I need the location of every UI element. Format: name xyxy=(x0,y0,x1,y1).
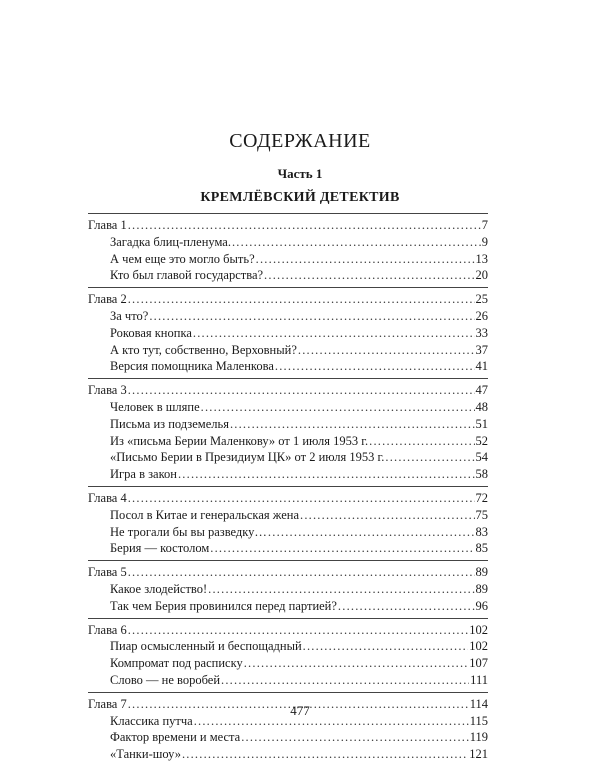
chapter-page: 89 xyxy=(475,565,488,580)
toc-chapter-row[interactable] xyxy=(88,217,488,234)
toc-section-row[interactable] xyxy=(88,466,488,483)
dot-leader xyxy=(232,234,481,251)
dot-leader xyxy=(128,382,475,399)
page-number: 477 xyxy=(290,703,310,718)
dot-leader xyxy=(385,449,474,466)
dot-leader xyxy=(128,490,475,507)
chapter-block xyxy=(88,287,488,378)
chapter-block xyxy=(88,618,488,692)
dot-leader xyxy=(268,524,475,541)
toc-chapter-row[interactable] xyxy=(88,490,488,507)
section-page: 89 xyxy=(475,581,488,596)
chapter-page: 72 xyxy=(475,490,488,505)
chapter-page: 47 xyxy=(475,383,488,398)
section-title: А чем еще это могло быть? xyxy=(110,251,255,266)
chapter-page: 25 xyxy=(475,292,488,307)
toc-section-row[interactable] xyxy=(88,638,488,655)
section-title: Классика путча xyxy=(110,713,193,728)
toc-section-row[interactable] xyxy=(88,672,488,689)
chapter-title: Глава 3 xyxy=(88,383,127,398)
section-page: 52 xyxy=(475,433,488,448)
chapter-page: 7 xyxy=(481,218,488,232)
dot-leader xyxy=(210,540,474,557)
toc-section-row[interactable] xyxy=(88,746,488,763)
table-of-contents xyxy=(88,213,488,766)
chapter-page: 114 xyxy=(469,696,488,711)
section-title: Человек в шляпе xyxy=(110,399,200,414)
toc-chapter-row[interactable] xyxy=(88,382,488,399)
dot-leader xyxy=(303,638,469,655)
section-page: 48 xyxy=(475,399,488,414)
dot-leader xyxy=(275,358,475,375)
dot-leader xyxy=(244,655,469,672)
toc-section-row[interactable] xyxy=(88,234,488,251)
toc-section-row[interactable] xyxy=(88,358,488,375)
toc-section-row[interactable] xyxy=(88,433,488,450)
dot-leader xyxy=(338,598,475,615)
toc-section-row[interactable] xyxy=(88,729,488,746)
toc-section-row[interactable] xyxy=(88,540,488,557)
section-page: 107 xyxy=(469,656,488,671)
section-title: Фактор времени и места xyxy=(110,730,241,745)
chapter-title: Глава 2 xyxy=(88,292,127,307)
section-page: 54 xyxy=(475,450,488,465)
page-title: СОДЕРЖАНИЕ xyxy=(229,130,371,152)
toc-section-row[interactable] xyxy=(88,342,488,359)
dot-leader xyxy=(241,729,468,746)
chapter-page: 102 xyxy=(469,622,488,637)
section-page: 111 xyxy=(470,672,488,687)
dot-leader xyxy=(264,267,474,284)
section-page: 13 xyxy=(475,251,488,266)
toc-chapter-row[interactable] xyxy=(88,564,488,581)
section-title: Письма из подземелья xyxy=(110,416,229,431)
section-title: «Танки-шоу» xyxy=(110,747,181,762)
section-title: Так чем Берия провинился перед партией? xyxy=(110,598,337,613)
dot-leader xyxy=(193,325,475,342)
section-page: 96 xyxy=(475,598,488,613)
toc-section-row[interactable] xyxy=(88,416,488,433)
section-title: Какое злодейство! xyxy=(110,581,208,596)
section-title: Компромат под расписку xyxy=(110,656,243,671)
part-title: КРЕМЛЁВСКИЙ ДЕТЕКТИВ xyxy=(200,190,400,205)
section-page: 85 xyxy=(475,541,488,556)
section-page: 102 xyxy=(469,639,488,654)
dot-leader xyxy=(201,399,475,416)
section-title: «Письмо Берии в Президиум ЦК» от 2 июля 1953 г. xyxy=(110,450,385,465)
dot-leader xyxy=(221,672,469,689)
dot-leader xyxy=(182,746,468,763)
toc-section-row[interactable] xyxy=(88,524,488,541)
dot-leader xyxy=(230,416,475,433)
section-page: 51 xyxy=(475,416,488,431)
section-title: Кто был главой государства? xyxy=(110,268,264,283)
section-title: Пиар осмысленный и беспощадный xyxy=(110,639,302,654)
toc-chapter-row[interactable] xyxy=(88,622,488,639)
chapter-block xyxy=(88,560,488,617)
chapter-title: Глава 1 xyxy=(88,218,127,232)
dot-leader xyxy=(149,308,474,325)
section-page: 20 xyxy=(475,268,488,283)
section-title: За что? xyxy=(110,308,149,323)
toc-section-row[interactable] xyxy=(88,399,488,416)
section-title: Из «письма Берии Маленкову» от 1 июля 1953 г. xyxy=(110,433,369,448)
section-title: Загадка блиц-пленума. xyxy=(110,234,231,249)
chapter-title: Глава 5 xyxy=(88,565,127,580)
section-page: 41 xyxy=(475,359,488,374)
section-page: 119 xyxy=(469,730,488,745)
section-title: Слово — не воробей xyxy=(110,672,221,687)
chapter-block xyxy=(88,213,488,287)
section-title: Роковая кнопка xyxy=(110,325,192,340)
section-page: 9 xyxy=(481,234,488,249)
section-title: А кто тут, собственно, Верховный? xyxy=(110,342,297,357)
dot-leader xyxy=(128,217,481,234)
section-title: Игра в закон xyxy=(110,467,177,482)
section-title: Не трогали бы вы разведку… xyxy=(110,524,267,539)
chapter-block xyxy=(88,486,488,560)
dot-leader xyxy=(298,342,475,359)
section-page: 33 xyxy=(475,325,488,340)
section-page: 37 xyxy=(475,342,488,357)
dot-leader xyxy=(128,564,475,581)
section-page: 75 xyxy=(475,507,488,522)
chapter-title: Глава 6 xyxy=(88,622,127,637)
toc-section-row[interactable] xyxy=(88,507,488,524)
toc-section-row[interactable] xyxy=(88,325,488,342)
part-label: Часть 1 xyxy=(277,166,323,181)
dot-leader xyxy=(208,581,474,598)
toc-section-row[interactable] xyxy=(88,251,488,268)
dot-leader xyxy=(128,291,475,308)
section-page: 115 xyxy=(469,713,488,728)
toc-chapter-row[interactable] xyxy=(88,291,488,308)
section-page: 83 xyxy=(475,524,488,539)
section-title: Посол в Китае и генеральская жена xyxy=(110,507,299,522)
toc-section-row[interactable] xyxy=(88,598,488,615)
chapter-block xyxy=(88,378,488,486)
chapter-title: Глава 4 xyxy=(88,490,127,505)
toc-section-row[interactable] xyxy=(88,581,488,598)
section-page: 121 xyxy=(469,747,488,762)
dot-leader xyxy=(178,466,475,483)
section-title: Версия помощника Маленкова xyxy=(110,359,274,374)
toc-section-row[interactable] xyxy=(88,267,488,284)
toc-section-row[interactable] xyxy=(88,655,488,672)
dot-leader xyxy=(300,507,475,524)
toc-section-row[interactable] xyxy=(88,449,488,466)
toc-section-row[interactable] xyxy=(88,308,488,325)
section-title: Берия — костолом xyxy=(110,541,210,556)
section-page: 58 xyxy=(475,467,488,482)
dot-leader xyxy=(256,251,475,268)
chapter-title: Глава 7 xyxy=(88,696,127,711)
section-page: 26 xyxy=(475,308,488,323)
dot-leader xyxy=(128,622,469,639)
dot-leader xyxy=(369,433,474,450)
